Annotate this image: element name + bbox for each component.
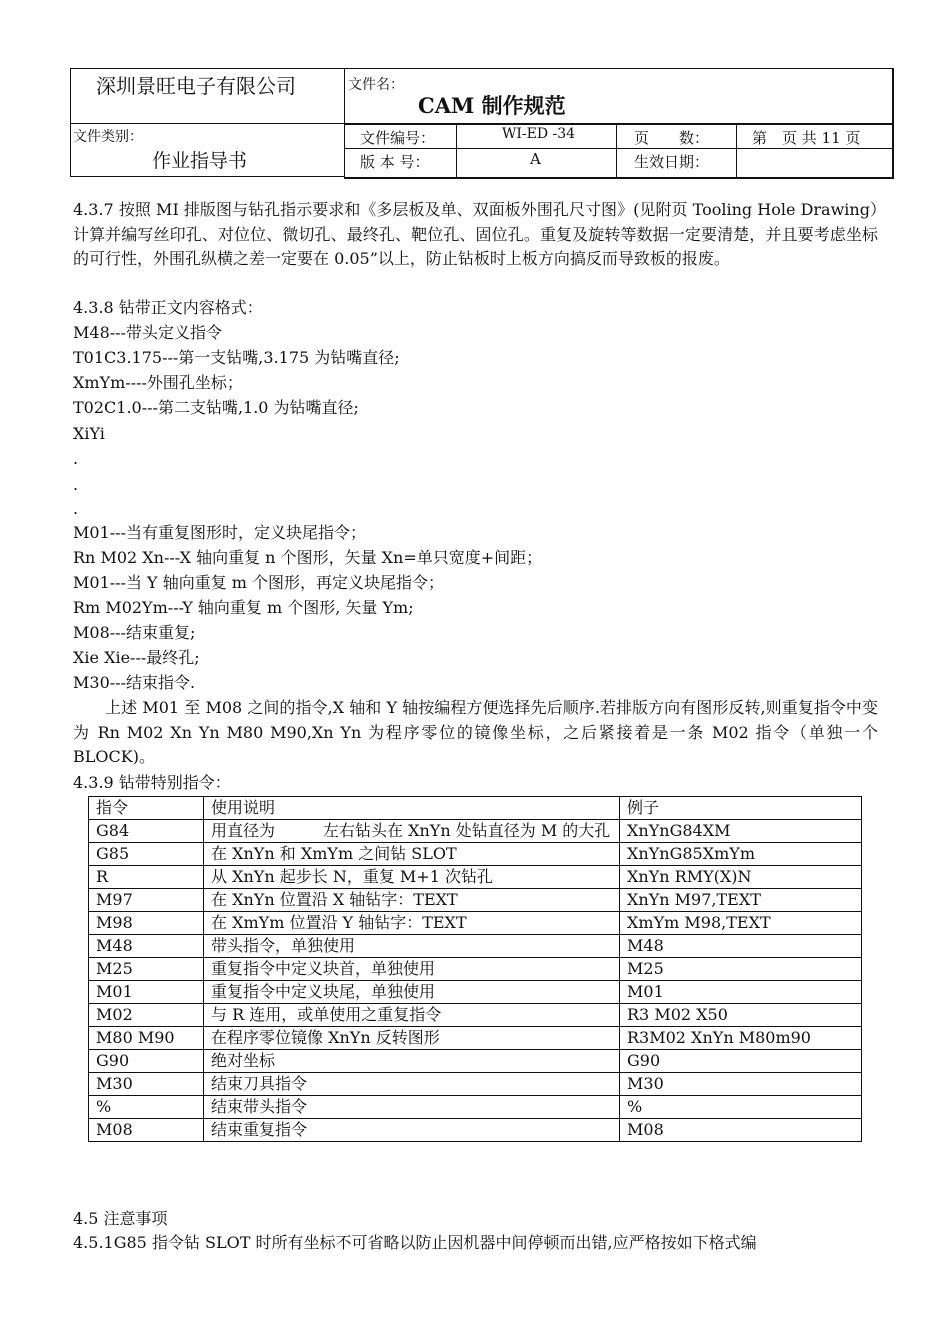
table-row xyxy=(89,889,862,912)
header-frame-top xyxy=(70,68,892,69)
cell-usage: 在 XnYn 位置沿 X 轴钻字：TEXT xyxy=(204,889,620,912)
heading-4-3-9: 4.3.9 钻带特别指令： xyxy=(73,773,231,792)
table-row xyxy=(89,866,862,889)
header-cell-example: 例子 xyxy=(620,797,862,820)
code-line-m08: M08---结束重复; xyxy=(73,623,196,642)
file-name: CAM 制作规范 xyxy=(418,93,566,118)
table-row xyxy=(89,843,862,866)
heading-4-5: 4.5 注意事项 xyxy=(73,1209,168,1228)
cell-command: M48 xyxy=(89,935,204,958)
cell-command: G90 xyxy=(89,1050,204,1073)
header-row-divider xyxy=(344,148,894,149)
cell-example: XnYn M97,TEXT xyxy=(620,889,862,912)
cell-example: G90 xyxy=(620,1050,862,1073)
cell-usage: 用直径为 左右钻头在 XnYn 处钻直径为 M 的大孔 xyxy=(204,820,620,843)
cell-example: M08 xyxy=(620,1119,862,1142)
page-count-label: 页 数： xyxy=(634,129,710,147)
cell-command: G85 xyxy=(89,843,204,866)
table-row xyxy=(89,1004,862,1027)
page-count-value: 第 页 共 11 页 xyxy=(752,129,861,147)
code-line-t01: T01C3.175---第一支钻嘴,3.175 为钻嘴直径; xyxy=(73,348,400,367)
cell-command: M30 xyxy=(89,1073,204,1096)
cell-command: M08 xyxy=(89,1119,204,1142)
cell-command: G84 xyxy=(89,820,204,843)
cell-example: XmYm M98,TEXT xyxy=(620,912,862,935)
cell-command: M80 M90 xyxy=(89,1027,204,1050)
category-label: 文件类别： xyxy=(73,129,143,145)
paragraph-4-3-7: 4.3.7 按照 MI 排版图与钻孔指示要求和《多层板及单、双面板外围孔尺寸图》(见附页 Tooling Hole Drawing）计算并编写丝印孔、对位位、微切孔、最终孔、靶位孔、固位孔。重复及旋转等数据一定要清楚，并且要考虑坐标的可行性，外围孔纵横之差一定要在 0.05”以上，防止钻板时上板方向搞反而导致板的报废。 xyxy=(73,200,878,268)
table-row xyxy=(89,981,862,1004)
cell-usage: 在 XmYm 位置沿 Y 轴钻字：TEXT xyxy=(204,912,620,935)
cell-command: R xyxy=(89,866,204,889)
table-body xyxy=(89,797,862,1142)
cell-usage: 带头指令，单独使用 xyxy=(204,935,620,958)
cell-usage: 从 XnYn 起步长 N，重复 M+1 次钻孔 xyxy=(204,866,620,889)
table-row xyxy=(89,1073,862,1096)
header-frame-left xyxy=(70,68,71,176)
file-name-label: 文件名： xyxy=(348,77,404,93)
doc-no: WI-ED -34 xyxy=(502,126,576,142)
header-divider-horizontal-left xyxy=(70,123,344,124)
cell-usage: 在 XnYn 和 XmYm 之间钻 SLOT xyxy=(204,843,620,866)
header-col-divider-1 xyxy=(456,123,457,177)
cell-example: XnYn RMY(X)N xyxy=(620,866,862,889)
code-line-t02: T02C1.0---第二支钻嘴,1.0 为钻嘴直径; xyxy=(73,398,359,417)
paragraph-4-5-1: 4.5.1G85 指令钻 SLOT 时所有坐标不可省略以防止因机器中间停顿而出错,应严格按如下格式编 xyxy=(73,1233,757,1252)
cell-example: M01 xyxy=(620,981,862,1004)
version: A xyxy=(530,150,541,168)
effective-date-label: 生效日期： xyxy=(634,153,710,171)
cell-example: R3 M02 X50 xyxy=(620,1004,862,1027)
cell-example: R3M02 XnYn M80m90 xyxy=(620,1027,862,1050)
header-cell-command: 指令 xyxy=(89,797,204,820)
table-row xyxy=(89,1119,862,1142)
table-row xyxy=(89,958,862,981)
cell-usage: 在程序零位镜像 XnYn 反转图形 xyxy=(204,1027,620,1050)
cell-usage: 结束重复指令 xyxy=(204,1119,620,1142)
cell-usage: 结束带头指令 xyxy=(204,1096,620,1119)
table-row xyxy=(89,935,862,958)
header-frame-bottom-left xyxy=(70,176,344,177)
cell-example: XnYnG85XmYm xyxy=(620,843,862,866)
company-name: 深圳景旺电子有限公司 xyxy=(96,74,296,98)
table-row xyxy=(89,1027,862,1050)
special-commands-table xyxy=(88,796,862,1142)
cell-usage: 与 R 连用，或单使用之重复指令 xyxy=(204,1004,620,1027)
cell-example: M30 xyxy=(620,1073,862,1096)
ellipsis-dot-3: . xyxy=(73,499,79,518)
code-line-xie: Xie Xie---最终孔; xyxy=(73,648,200,667)
code-line-m30: M30---结束指令. xyxy=(73,673,196,692)
ellipsis-dot-2: . xyxy=(73,475,79,494)
cell-example: % xyxy=(620,1096,862,1119)
header-frame-bottom-right xyxy=(344,177,894,179)
version-label: 版 本 号： xyxy=(360,153,430,171)
cell-command: M01 xyxy=(89,981,204,1004)
table-header-row xyxy=(89,797,862,820)
header-col-divider-2 xyxy=(616,123,617,177)
cell-command: M25 xyxy=(89,958,204,981)
code-line-rn-m02: Rn M02 Xn---X 轴向重复 n 个图形，矢量 Xn=单只宽度+间距； xyxy=(73,548,543,567)
code-line-m48: M48---带头定义指令 xyxy=(73,323,222,342)
cell-example: M25 xyxy=(620,958,862,981)
cell-usage: 重复指令中定义块首，单独使用 xyxy=(204,958,620,981)
table-row xyxy=(89,912,862,935)
table-row xyxy=(89,1050,862,1073)
heading-4-3-8: 4.3.8 钻带正文内容格式： xyxy=(73,298,263,317)
header-col-divider-3 xyxy=(736,123,737,177)
header-divider-horizontal-right xyxy=(344,123,894,125)
category: 作业指导书 xyxy=(152,150,248,172)
header-cell-usage: 使用说明 xyxy=(204,797,620,820)
cell-command: M98 xyxy=(89,912,204,935)
code-line-xmym: XmYm----外围孔坐标； xyxy=(73,373,243,392)
code-line-xiyi: XiYi xyxy=(73,424,105,443)
doc-no-label: 文件编号： xyxy=(360,129,436,147)
table-row xyxy=(89,820,862,843)
cell-usage: 结束刀具指令 xyxy=(204,1073,620,1096)
cell-example: M48 xyxy=(620,935,862,958)
cell-usage: 重复指令中定义块尾，单独使用 xyxy=(204,981,620,1004)
table-row xyxy=(89,1096,862,1119)
paragraph-note: 上述 M01 至 M08 之间的指令,X 轴和 Y 轴按编程方便选择先后顺序.若排版方向有图形反转,则重复指令中变为 Rn M02 Xn Yn M80 M90,Xn Yn 为程序零位的镜像坐标，之后紧接着是一条 M02 指令（单独一个 BLOCK)。 xyxy=(73,698,878,766)
ellipsis-dot-1: . xyxy=(73,449,79,468)
cell-usage: 绝对坐标 xyxy=(204,1050,620,1073)
cell-command: % xyxy=(89,1096,204,1119)
code-line-rm-m02: Rm M02Ym---Y 轴向重复 m 个图形, 矢量 Ym; xyxy=(73,598,414,617)
cell-example: XnYnG84XM xyxy=(620,820,862,843)
code-line-m01-y: M01---当 Y 轴向重复 m 个图形，再定义块尾指令； xyxy=(73,573,445,592)
cell-command: M97 xyxy=(89,889,204,912)
cell-command: M02 xyxy=(89,1004,204,1027)
code-line-m01: M01---当有重复图形时，定义块尾指令； xyxy=(73,523,366,542)
